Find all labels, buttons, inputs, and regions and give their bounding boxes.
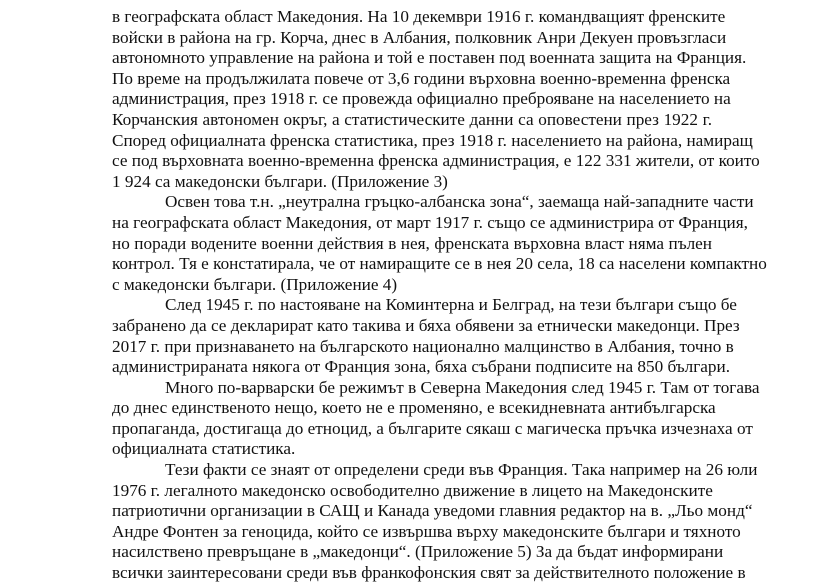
text-line: войски в района на гр. Корча, днес в Албания, полковник Анри Декуен провъзгласи <box>112 27 727 47</box>
text-line: администрираната някога от Франция зона, бяха събрани подписите на 850 българи. <box>112 357 731 377</box>
document-page <box>112 7 767 584</box>
text-line: По време на продължилата повече от 3,6 години върховна военно-временна френска <box>112 68 731 88</box>
text-line: в географската област Македония. На 10 декември 1916 г. командващият френските <box>112 7 726 26</box>
text-line: но поради водените военни действия в нея, френската върховна власт няма пълен <box>112 233 712 253</box>
text-line: автономното управление на района и той е поставен под военната защита на Франция. <box>112 48 747 68</box>
text-line: патриотични организации в САЩ и Канада уведоми главния редактор на в. „Льо монд“ <box>112 501 753 521</box>
text-line: Според официалната френска статистика, през 1918 г. населението на района, намиращ <box>112 130 753 150</box>
paragraph-first-line: Освен това т.н. „неутрална гръцко-албанска зона“, заемаща най-западните части <box>165 192 754 212</box>
paragraph-first-line: Тези факти се знаят от определени среди във Франция. Така например на 26 юли <box>165 460 758 480</box>
text-line: контрол. Тя е констатирала, че от намиращите се в нея 20 села, 18 са населени компактно <box>112 254 767 274</box>
text-line: Корчанския автономен окръг, а статистическите данни са оповестени през 1922 г. <box>112 109 712 129</box>
text-line: пропаганда, достигаща до етноцид, а българите сякаш с магическа пръчка изчезнаха от <box>112 418 753 438</box>
text-line: Андре Фонтен за геноцида, който се извършва върху македонските българи и тяхното <box>112 521 741 541</box>
text-line: забранено да се декларират като такива и бяха обявени за етнически македонци. През <box>112 315 740 335</box>
text-line: до днес единственото нещо, което не е променяно, е всекидневната антибългарска <box>112 398 716 418</box>
text-line: се под върховната военно-временна френска администрация, е 122 331 жители, от които <box>112 151 760 171</box>
text-line: 1976 г. легалното македонско освободително движение в лицето на Македонските <box>112 480 713 500</box>
paragraph-first-line: След 1945 г. по настояване на Коминтерна и Белград, на тези българи също бе <box>165 295 737 315</box>
text-line: с македонски българи. (Приложение 4) <box>112 274 398 294</box>
text-line: всички заинтересовани среди във франкофонския свят за действителното положение в <box>112 563 746 583</box>
text-line: администрация, през 1918 г. се провежда официално преброяване на населението на <box>112 89 731 109</box>
text-line: на географската област Македония, от март 1917 г. също се администрира от Франция, <box>112 212 748 232</box>
text-line: 1 924 са македонски българи. (Приложение 3) <box>112 171 448 191</box>
text-line: официалната статистика. <box>112 439 296 459</box>
paragraph-first-line: Много по-варварски бе режимът в Северна Македония след 1945 г. Там от тогава <box>165 377 760 397</box>
text-line: 2017 г. при признаването на българското национално малцинство в Албания, точно в <box>112 336 734 356</box>
text-line: насилствено превръщане в „македонци“. (Приложение 5) За да бъдат информирани <box>112 542 724 562</box>
